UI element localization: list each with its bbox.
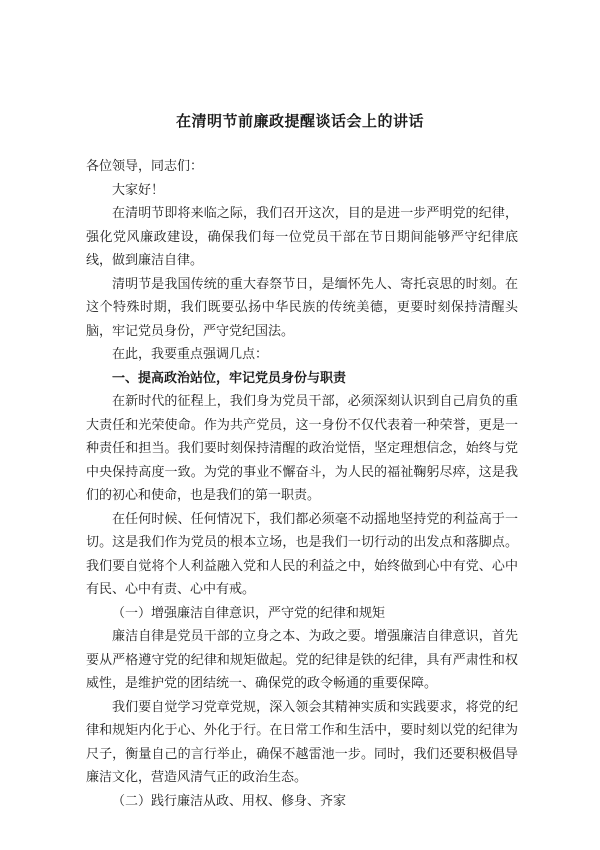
paragraph-intro: 在清明节即将来临之际，我们召开这次，目的是进一步严明党的纪律，强化党风廉政建设，确保我们每一位党员干部在节日期间能够严守纪律底线，做到廉洁自律。 [86, 206, 518, 268]
paragraph-party-interest: 在任何时候、任何情况下，我们都必须毫不动摇地坚持党的利益高于一切。这是我们作为党员的根本立场，也是我们一切行动的出发点和落脚点。我们要自觉将个人利益融入党和人民的利益之中，始终做到心中有党、心中有民、心中有责、心中有戒。 [86, 511, 518, 597]
paragraph-qingming: 清明节是我国传统的重大春祭节日，是缅怀先人、寄托哀思的时刻。在这个特殊时期，我们既要弘扬中华民族的传统美德，更要时刻保持清醒头脑，牢记党员身份，严守党纪国法。 [86, 276, 518, 339]
salutation: 各位领导，同志们： [86, 159, 204, 174]
subsection-heading-1: （一）增强廉洁自律意识，严守党的纪律和规矩 [112, 605, 386, 621]
paragraph-emphasis: 在此，我要重点强调几点： [112, 347, 269, 362]
document-title: 在清明节前廉政提醒谈话会上的讲话 [175, 112, 424, 130]
document-body [86, 155, 518, 813]
paragraph-self-discipline: 廉洁自律是党员干部的立身之本、为政之要。增强廉洁自律意识，首先要从严格遵守党的纪律和规矩做起。党的纪律是铁的纪律，具有严肃性和权威性，是维护党的团结统一、确保党的政令畅通的重要保障。 [86, 629, 518, 691]
greeting: 大家好！ [112, 182, 165, 198]
subsection-heading-2: （二）践行廉洁从政、用权、修身、齐家 [112, 793, 347, 809]
paragraph-study-rules: 我们要自觉学习党章党规，深入领会其精神实质和实践要求，将党的纪律和规矩内化于心、外化于行。在日常工作和生活中，要时刻以党的纪律为尺子，衡量自己的言行举止，确保不越雷池一步。同时，我们还要积极倡导廉洁文化，营造风清气正的政治生态。 [86, 699, 518, 785]
section-heading-1: 一、提高政治站位，牢记党员身份与职责 [112, 370, 347, 386]
paragraph-responsibility: 在新时代的征程上，我们身为党员干部，必须深刻认识到自己肩负的重大责任和光荣使命。作为共产党员，这一身份不仅代表着一种荣誉，更是一种责任和担当。我们要时刻保持清醒的政治觉悟，坚定理想信念，始终与党中央保持高度一致。为党的事业不懈奋斗，为人民的福祉鞠躬尽瘁，这是我们的初心和使命，也是我们的第一职责。 [86, 394, 518, 503]
